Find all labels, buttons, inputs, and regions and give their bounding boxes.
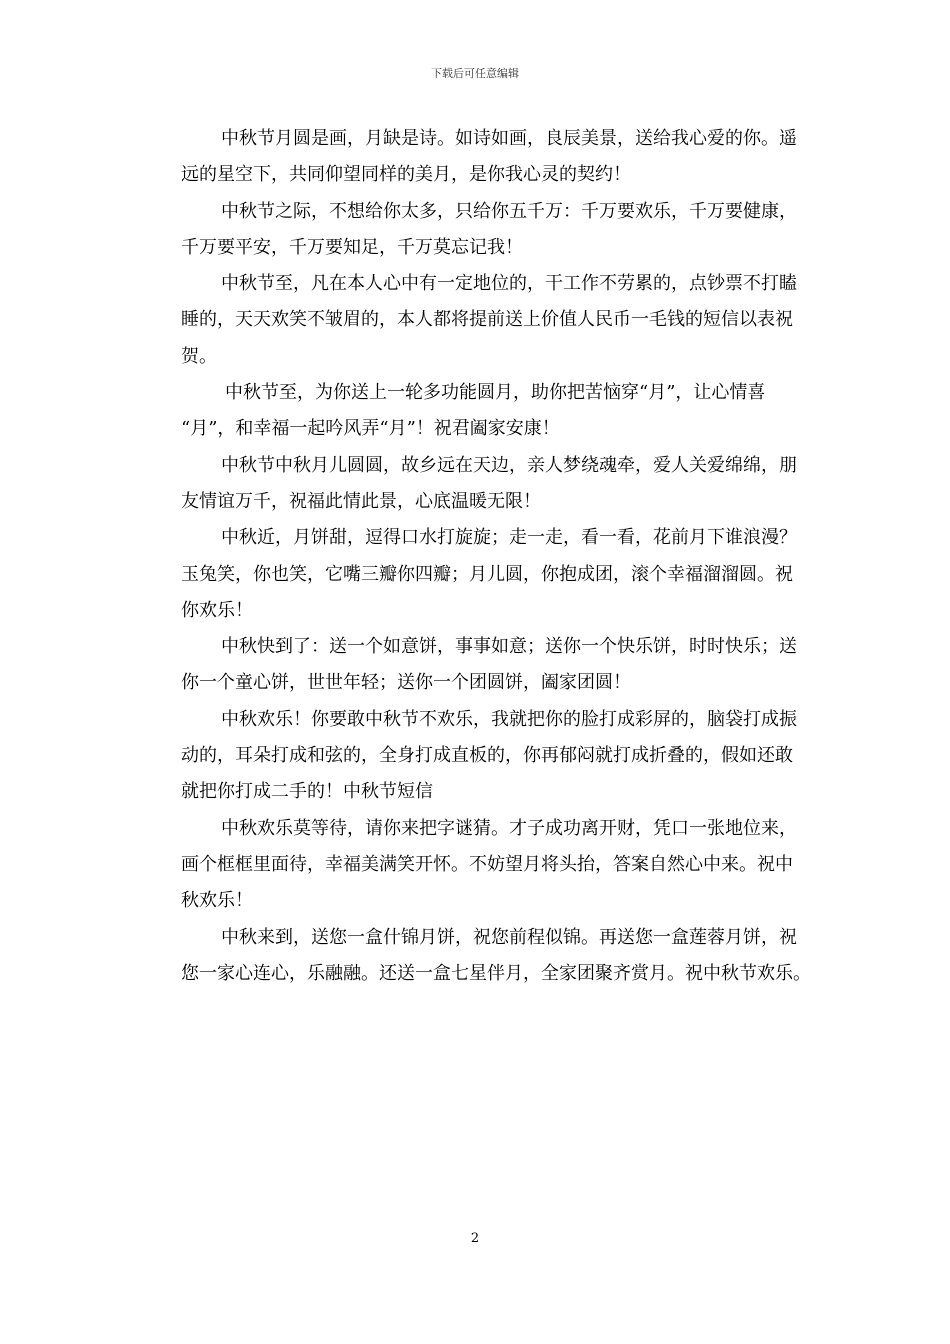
paragraph-9: [145, 811, 845, 920]
paragraph-line: 你欢乐！: [181, 599, 253, 621]
paragraph-line: 中秋节至，凡在本人心中有一定地位的，干工作不劳累的，点钞票不打瞌: [221, 273, 797, 295]
paragraph-5: [145, 448, 845, 521]
paragraph-line: 中秋来到，送您一盒什锦月饼，祝您前程似锦。再送您一盒莲蓉月饼，祝: [221, 926, 797, 948]
paragraph-line: 贺。: [181, 345, 217, 367]
paragraph-3: [145, 266, 845, 375]
paragraph-4: [145, 375, 845, 448]
paragraph-8: [145, 702, 845, 811]
paragraph-line: 中秋近，月饼甜，逗得口水打旋旋；走一走，看一看，花前月下谁浪漫？: [221, 527, 797, 549]
paragraph-10: [145, 920, 845, 993]
paragraph-7: [145, 629, 845, 702]
header-text: 下载后可任意编辑: [431, 67, 519, 80]
paragraph-line: “月”，和幸福一起吟风弄“月”！祝君阖家安康！: [181, 418, 560, 440]
paragraph-6: [145, 520, 845, 629]
paragraph-line: 画个框框里面待，幸福美满笑开怀。不妨望月将头抬，答案自然心中来。祝中: [181, 853, 793, 875]
paragraph-line: 动的，耳朵打成和弦的，全身打成直板的，你再郁闷就打成折叠的，假如还敢: [181, 745, 793, 767]
paragraph-line: 中秋欢乐莫等待，请你来把字谜猜。才子成功离开财，凭口一张地位来，: [221, 817, 797, 839]
paragraph-line: 您一家心连心，乐融融。还送一盒七星伴月，全家团聚齐赏月。祝中秋节欢乐。: [181, 962, 811, 984]
paragraph-line: 中秋欢乐！你要敢中秋节不欢乐，我就把你的脸打成彩屏的，脑袋打成振: [221, 708, 797, 730]
page-header: [0, 66, 950, 82]
paragraph-1: [145, 121, 845, 194]
paragraph-line: 中秋节之际，不想给你太多，只给你五千万：千万要欢乐，千万要健康，: [221, 200, 797, 222]
page-number: [0, 1230, 950, 1248]
paragraph-line: 千万要平安，千万要知足，千万莫忘记我！: [181, 236, 523, 258]
paragraph-2: [145, 194, 845, 267]
paragraph-line: 你一个童心饼，世世年轻；送你一个团圆饼，阖家团圆！: [181, 672, 631, 694]
paragraph-line: 睡的，天天欢笑不皱眉的，本人都将提前送上价值人民币一毛钱的短信以表祝: [181, 309, 793, 331]
page-number-text: 2: [470, 1231, 480, 1246]
paragraph-line: 秋欢乐！: [181, 890, 253, 912]
paragraph-line: 友情谊万千，祝福此情此景，心底温暖无限！: [181, 490, 541, 512]
paragraph-line: 中秋节月圆是画，月缺是诗。如诗如画，良辰美景，送给我心爱的你。遥: [221, 128, 797, 149]
paragraph-line: 中秋快到了：送一个如意饼，事事如意；送你一个快乐饼，时时快乐；送: [221, 636, 797, 658]
document-body: [145, 121, 845, 992]
paragraph-line: 中秋节至，为你送上一轮多功能圆月，助你把苦恼穿“月”，让心情喜: [225, 382, 766, 404]
paragraph-line: 远的星空下，共同仰望同样的美月，是你我心灵的契约！: [181, 164, 631, 186]
paragraph-line: 中秋节中秋月儿圆圆，故乡远在天边，亲人梦绕魂牵，爱人关爱绵绵，朋: [221, 454, 797, 476]
paragraph-line: 就把你打成二手的！中秋节短信: [181, 781, 433, 803]
paragraph-line: 玉兔笑，你也笑，它嘴三瓣你四瓣；月儿圆，你抱成团，滚个幸福溜溜圆。祝: [181, 563, 793, 585]
